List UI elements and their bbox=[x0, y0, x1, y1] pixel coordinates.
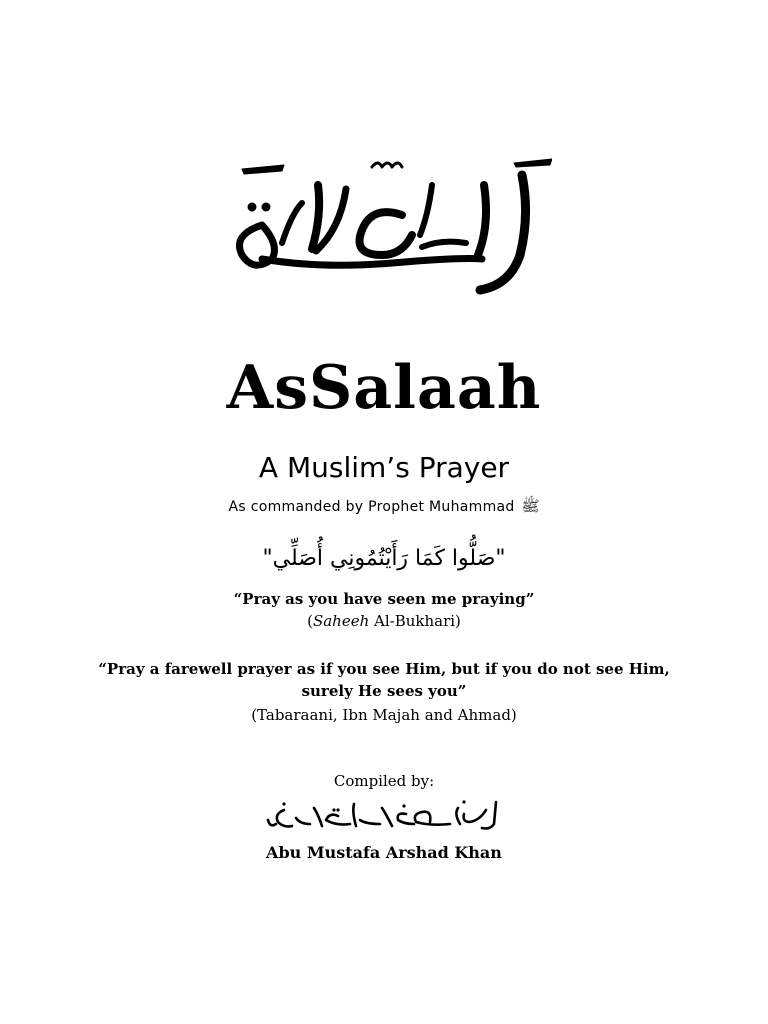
commanded-by-line bbox=[0, 496, 768, 517]
hadith-english: “Pray as you have seen me praying” bbox=[233, 590, 535, 608]
quote-line-1: “Pray a farewell prayer as if you see Him, but if you do not see Him, bbox=[98, 660, 670, 678]
honorific-symbol: ﷺ bbox=[521, 497, 540, 515]
hadith-source-italic: Saheeh bbox=[312, 612, 370, 630]
quote-line-2: surely He sees you” bbox=[301, 682, 467, 700]
hadith-arabic: "صَلُّوا كَمَا رَأَيْتُمُونِي أُصَلِّي" bbox=[262, 546, 506, 571]
author-arabic-signature bbox=[264, 796, 504, 836]
compiled-by-label: Compiled by: bbox=[333, 772, 435, 790]
page-title: AsSalaah bbox=[226, 353, 542, 423]
author-name: Abu Mustafa Arshad Khan bbox=[266, 843, 502, 862]
page-subtitle: A Muslim’s Prayer bbox=[258, 451, 510, 484]
author-arabic-svg bbox=[264, 796, 504, 836]
commanded-by-text: As commanded by Prophet Muhammad bbox=[228, 499, 515, 515]
hadith-source-rest: Al-Bukhari) bbox=[369, 612, 461, 630]
calligraphy-title-image bbox=[222, 155, 552, 295]
quote-source: (Tabaraani, Ibn Majah and Ahmad) bbox=[251, 706, 517, 724]
hadith-source bbox=[0, 610, 768, 632]
hadith-source-open: ( bbox=[307, 612, 313, 630]
calligraphy-svg bbox=[222, 155, 552, 295]
